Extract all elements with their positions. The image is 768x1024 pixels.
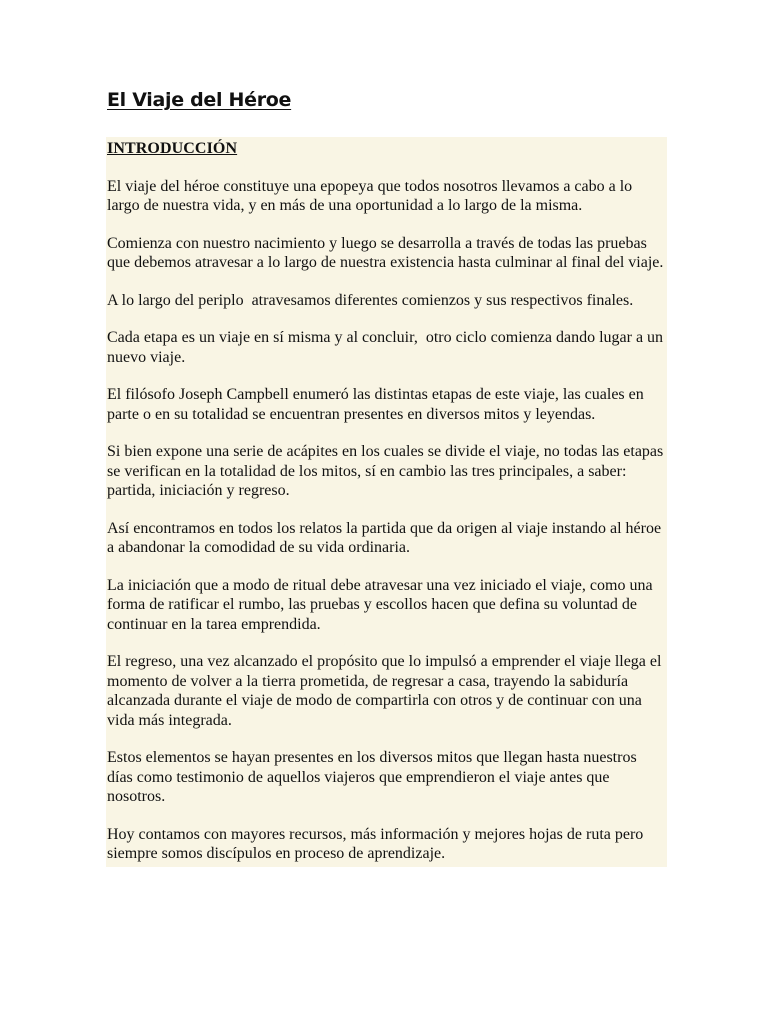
paragraph-6: Si bien expone una serie de acápites en los cuales se divide el viaje, no todas las etapas se verifican en la totalidad de los mitos, sí en cambio las tres principales, a saber: partida, iniciación y regreso. (107, 443, 668, 499)
paragraph-10: Estos elementos se hayan presentes en los diversos mitos que llegan hasta nuestros días como testimonio de aquellos viajeros que emprendieron el viaje antes que nosotros. (107, 749, 641, 805)
paragraph-9: El regreso, una vez alcanzado el propósito que lo impulsó a emprender el viaje llega el momento de volver a la tierra prometida, de regresar a casa, trayendo la sabiduría alcanzada durante el viaje de modo de compartirla con otros y de continuar con una vida más integrada. (107, 653, 666, 729)
paragraph-2: Comienza con nuestro nacimiento y luego se desarrolla a través de todas las pruebas que debemos atravesar a lo largo de nuestra existencia hasta culminar al final del viaje. (107, 234, 664, 271)
paragraph-8: La iniciación que a modo de ritual debe atravesar una vez iniciado el viaje, como una forma de ratificar el rumbo, las pruebas y escollos hacen que defina su voluntad de continuar en la tarea emprendida. (107, 576, 657, 633)
highlighted-text-block (106, 137, 667, 867)
section-heading: INTRODUCCIÓN (107, 140, 238, 157)
paragraph-3: A lo largo del periplo atravesamos diferentes comienzos y sus respectivos finales. (107, 291, 634, 309)
paragraph-7: Así encontramos en todos los relatos la partida que da origen al viaje instando al héroe a abandonar la comodidad de su vida ordinaria. (107, 519, 666, 556)
paragraph-4: Cada etapa es un viaje en sí misma y al concluir, otro ciclo comienza dando lugar a un nuevo viaje. (107, 329, 668, 366)
paragraph-5: El filósofo Joseph Campbell enumeró las distintas etapas de este viaje, las cuales en parte o en su totalidad se encuentran presentes en diversos mitos y leyendas. (107, 386, 648, 423)
document-title: El Viaje del Héroe (107, 89, 292, 111)
paragraph-1: El viaje del héroe constituye una epopeya que todos nosotros llevamos a cabo a lo largo de nuestra vida, y en más de una oportunidad a lo largo de la misma. (107, 177, 637, 214)
paragraph-11: Hoy contamos con mayores recursos, más información y mejores hojas de ruta pero siempre somos discípulos en proceso de aprendizaje. (107, 825, 648, 862)
